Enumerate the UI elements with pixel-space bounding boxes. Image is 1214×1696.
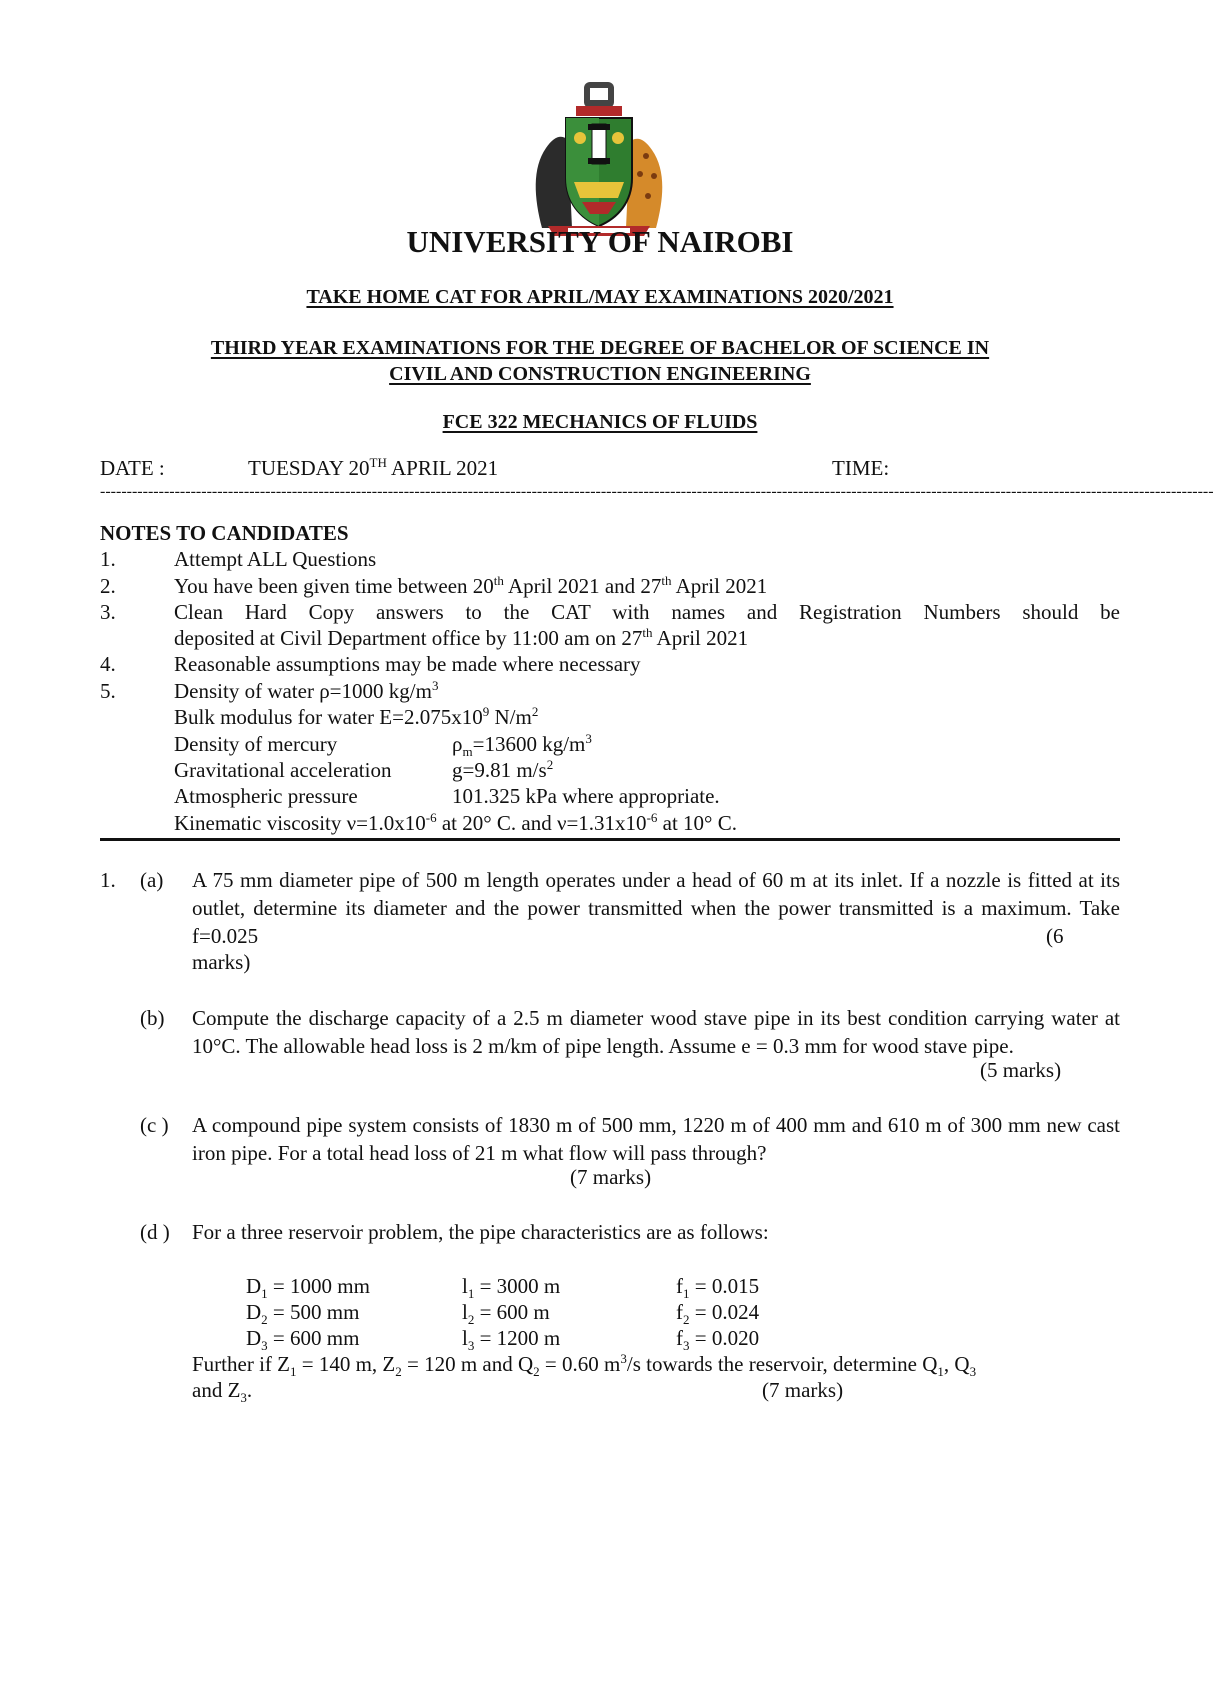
note-number: 3. — [100, 600, 116, 624]
part-a-text: A 75 mm diameter pipe of 500 m length operates under a head of 60 m at its inlet. If a nozzle is fitted at its outlet, determine its diameter and the power transmitted when the power transmitted is a maximum. Take f=0.025 — [192, 868, 1120, 948]
university-name: UNIVERSITY OF NAIROBI — [406, 224, 794, 259]
note-number: 1. — [100, 547, 116, 571]
constant-gravity-value: g=9.81 $m/s^2$ — [452, 757, 554, 782]
note-4: Reasonable assumptions may be made where necessary — [174, 652, 641, 676]
constant-bulk-modulus: Bulk modulus for water $E=2.075x10^9$ $N/m^2$ — [174, 704, 539, 729]
notes-title: NOTES TO CANDIDATES — [100, 521, 349, 545]
cat-title: TAKE HOME CAT FOR APRIL/MAY EXAMINATIONS 2020/2021 — [306, 286, 894, 308]
pipe-length: $l_1 = 3000$ m — [462, 1274, 561, 1302]
pipe-diameter: $D_2 = 500$ mm — [246, 1300, 360, 1328]
question-number: 1. — [100, 868, 116, 892]
part-b-text: Compute the discharge capacity of a 2.5 m diameter wood stave pipe in its best condition carrying water at 10°C. The allowable head loss is 2 m/km of pipe length. Assume e = 0.3 mm for wood stave pipe. — [192, 1006, 1120, 1058]
constant-atm-label: Atmospheric pressure — [174, 784, 358, 808]
note-2: You have been given time between 20th April 2021 and 27th April 2021 — [174, 573, 768, 598]
part-d-label: (d ) — [140, 1220, 170, 1244]
degree-line-2: CIVIL AND CONSTRUCTION ENGINEERING — [389, 363, 811, 385]
note-3-line-2: deposited at Civil Department office by 11:00 am on 27th April 2021 — [174, 625, 749, 650]
part-d-marks: (7 marks) — [762, 1378, 844, 1402]
pipe-diameter: $D_1 = 1000$ mm — [246, 1274, 370, 1302]
dashed-separator: ----------------------------------------------------------------------------------------------------------------------------------------------------------------------------------------------------------------- — [100, 483, 1214, 500]
constant-viscosity: Kinematic viscosity $\nu=1.0x10^{-6}$ at 20° C. and $\nu=1.31x10^{-6}$ at 10° C. — [174, 810, 737, 835]
part-a-label: (a) — [140, 868, 164, 892]
note-number: 2. — [100, 574, 116, 598]
part-c-text: A compound pipe system consists of 1830 m of 500 mm, 1220 m of 400 mm and 610 m of 300 mm new cast iron pipe. For a total head loss of 21 m what flow will pass through? — [192, 1113, 1120, 1165]
note-3-line-1: Clean Hard Copy answers to the CAT with names and Registration Numbers should be — [174, 600, 1120, 624]
constant-atm-value: 101.325 kPa where appropriate. — [452, 784, 720, 808]
part-b-label: (b) — [140, 1006, 165, 1030]
note-1: Attempt ALL Questions — [174, 547, 377, 571]
degree-line-1: THIRD YEAR EXAMINATIONS FOR THE DEGREE OF BACHELOR OF SCIENCE IN — [210, 337, 990, 359]
constant-water-density: Density of water ρ=1000 $kg/m^3$ — [174, 678, 439, 703]
time-label: TIME: — [832, 456, 890, 480]
part-d-text: For a three reservoir problem, the pipe characteristics are as follows: — [192, 1220, 769, 1244]
pipe-length: $l_3 = 1200$ m — [462, 1326, 561, 1354]
university-crest-icon — [528, 78, 670, 238]
note-number: 5. — [100, 679, 116, 703]
date-value: TUESDAY 20TH APRIL 2021 — [248, 455, 499, 480]
constant-gravity-label: Gravitational acceleration — [174, 758, 392, 782]
pipe-length: $l_2 = 600$ m — [462, 1300, 550, 1328]
date-label: DATE : — [100, 456, 165, 480]
part-c-marks: (7 marks) — [570, 1165, 652, 1189]
part-c-label: (c ) — [140, 1113, 169, 1137]
part-b-marks: (5 marks) — [980, 1058, 1062, 1082]
constant-mercury-value: $\rho_m=13600$ $kg/m^3$ — [452, 731, 592, 760]
constant-mercury-label: Density of mercury — [174, 732, 338, 756]
pipe-diameter: $D_3 = 600$ mm — [246, 1326, 360, 1354]
part-a-marks-cont: marks) — [192, 950, 251, 974]
section-rule — [100, 838, 1120, 841]
pipe-friction: $f_2 = 0.024$ — [676, 1300, 760, 1328]
part-a-marks: (6 — [1046, 924, 1064, 948]
pipe-friction: $f_3 = 0.020$ — [676, 1326, 760, 1354]
course-title: FCE 322 MECHANICS OF FLUIDS — [442, 411, 758, 433]
part-d-further: Further if $Z_1 = 140$ m, $Z_2 = 120$ m and $Q_2 = 0.60$ $m^3/s$ towards the reservoir, determine $Q_1$, $Q_3$ — [192, 1351, 977, 1380]
note-number: 4. — [100, 652, 116, 676]
part-d-further-line-2: and $Z_3$. — [192, 1378, 253, 1406]
pipe-friction: $f_1 = 0.015$ — [676, 1274, 760, 1302]
